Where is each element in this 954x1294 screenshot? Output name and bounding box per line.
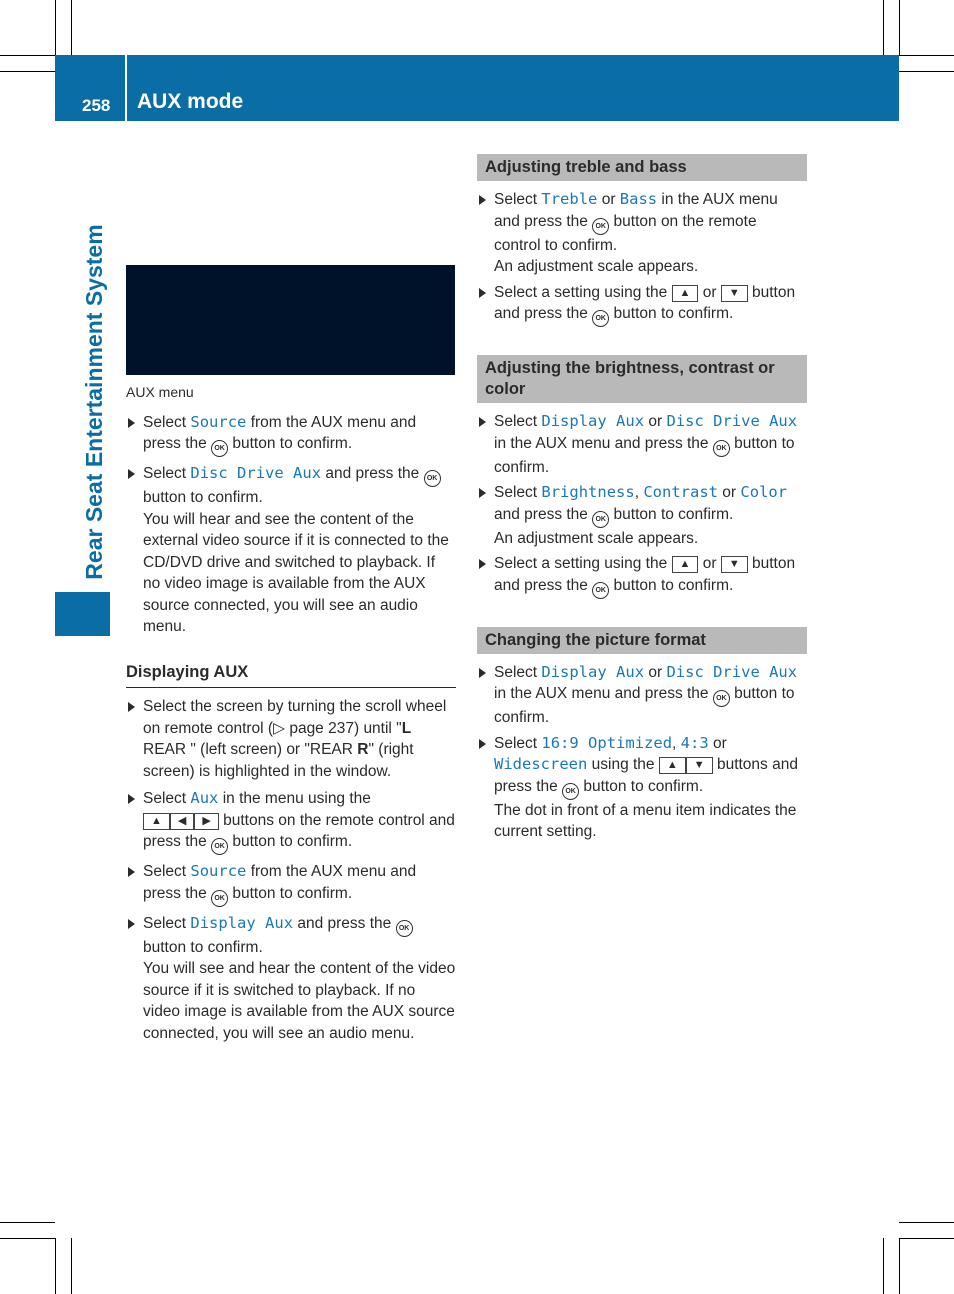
ok-button-icon: OK	[562, 783, 579, 800]
step-select-aux: Select Aux in the menu using the ▲ ◀ ▶ buttons on the remote control and press the OK button to confirm.	[126, 788, 456, 855]
menu-term: Disc Drive Aux	[666, 412, 798, 430]
step-note: An adjustment scale appears.	[494, 529, 699, 547]
section-heading-picture-format: Changing the picture format	[477, 627, 807, 654]
menu-term: Color	[740, 483, 788, 501]
sidebar-title-text: Rear Seat Entertainment System	[81, 224, 107, 580]
menu-term: Source	[190, 412, 247, 431]
aux-menu-screenshot	[126, 265, 455, 375]
step-select-screen: Select the screen by turning the scroll wheel on remote control (▷ page 237) until "L REAR " (left screen) or "REAR R" (right screen) is highlighted in the window.	[126, 696, 456, 782]
down-arrow-icon: ▼	[721, 285, 748, 302]
crop-mark	[55, 1238, 56, 1294]
menu-term: Display Aux	[541, 662, 645, 681]
right-column	[477, 154, 807, 846]
step-select-source: Select Source from the AUX menu and press the OK button to confirm.	[126, 861, 456, 907]
right-arrow-icon: ▶	[194, 813, 218, 830]
step-select-display-aux: Select Display Aux and press the OK button to confirm. You will see and hear the content of the video source if it is switched to playback. If no video image is available from the AUX source connected, you will see an audio menu.	[126, 913, 456, 1045]
up-arrow-icon: ▲	[672, 556, 699, 573]
crop-mark	[899, 71, 954, 72]
up-arrow-icon: ▲	[143, 813, 170, 830]
crop-mark	[899, 1222, 954, 1223]
step-select-brightness: Select Brightness, Contrast or Color and press the OK button to confirm. An adjustment scale appears.	[477, 482, 807, 549]
down-arrow-icon: ▼	[721, 556, 748, 573]
step-select-setting: Select a setting using the ▲ or ▼ button and press the OK button to confirm.	[477, 282, 807, 328]
menu-term: Widescreen	[494, 755, 588, 773]
menu-term: Aux	[190, 789, 219, 807]
step-select-source: Select Source from the AUX menu and press the OK button to confirm.	[126, 412, 456, 458]
crop-mark	[71, 1238, 72, 1294]
menu-term: Source	[190, 862, 247, 880]
crop-mark	[71, 0, 72, 55]
ok-button-icon: OK	[713, 690, 730, 707]
step-select-format: Select 16:9 Optimized, 4:3 or Widescreen using the ▲ ▼ buttons and press the OK button to confirm. The dot in front of a menu item indicates the current setting.	[477, 733, 807, 843]
menu-term: Disc Drive Aux	[190, 464, 322, 482]
step-note: You will see and hear the content of the video source if it is switched to playback. If no video image is available from the AUX source connected, you will see an audio menu.	[143, 960, 456, 1042]
crop-mark	[0, 55, 55, 56]
page-title: AUX mode	[137, 90, 244, 113]
step-note: The dot in front of a menu item indicates the current setting.	[494, 801, 797, 840]
menu-term: Display Aux	[541, 412, 645, 430]
crop-mark	[899, 1238, 900, 1294]
header-divider	[125, 55, 127, 121]
ok-button-icon: OK	[592, 310, 609, 327]
menu-term: Brightness	[541, 483, 635, 501]
crop-mark	[883, 1238, 884, 1294]
section-heading-displaying-aux: Displaying AUX	[126, 662, 456, 689]
ok-button-icon: OK	[424, 470, 441, 487]
left-column	[126, 265, 456, 1047]
menu-term: Display Aux	[190, 913, 294, 932]
ok-button-icon: OK	[592, 218, 609, 235]
up-arrow-icon: ▲	[672, 285, 699, 302]
menu-term: 16:9 Optimized	[541, 733, 673, 752]
section-tab-marker	[55, 592, 110, 636]
ok-button-icon: OK	[396, 920, 413, 937]
crop-mark	[899, 55, 954, 56]
menu-term: Contrast	[643, 483, 718, 501]
step-select-display-source: Select Display Aux or Disc Drive Aux in the AUX menu and press the OK button to confirm.	[477, 411, 807, 478]
ok-button-icon: OK	[211, 440, 228, 457]
crop-mark	[0, 1222, 55, 1223]
crop-mark	[55, 0, 56, 55]
menu-term: Disc Drive Aux	[666, 662, 798, 681]
ok-button-icon: OK	[211, 838, 228, 855]
ok-button-icon: OK	[713, 440, 730, 457]
page-number: 258	[82, 96, 111, 115]
menu-term: Bass	[619, 190, 658, 208]
section-heading-brightness: Adjusting the brightness, contrast or color	[477, 355, 807, 403]
figure-caption: AUX menu	[126, 384, 194, 400]
step-select-setting: Select a setting using the ▲ or ▼ button and press the OK button to confirm.	[477, 553, 807, 599]
down-arrow-icon: ▼	[686, 757, 713, 774]
up-arrow-icon: ▲	[659, 757, 686, 774]
step-select-display-source: Select Display Aux or Disc Drive Aux in the AUX menu and press the OK button to confirm.	[477, 662, 807, 729]
menu-term: Treble	[541, 190, 598, 208]
step-note: You will hear and see the content of the external video source if it is connected to the CD/DVD drive and switched to playback. If no video image is available from the AUX source connected, you will see an audio menu.	[143, 510, 449, 635]
menu-term: 4:3	[680, 733, 709, 752]
ok-button-icon: OK	[211, 890, 228, 907]
crop-mark	[899, 1238, 954, 1239]
ok-button-icon: OK	[592, 511, 609, 528]
step-select-disc-drive-aux: Select Disc Drive Aux and press the OK button to confirm. You will hear and see the content of the external video source if it is connected to the CD/DVD drive and switched to playback. If no video image is available from the AUX source connected, you will see an audio menu.	[126, 463, 456, 638]
crop-mark	[883, 0, 884, 55]
step-select-treble-bass: Select Treble or Bass in the AUX menu and press the OK button on the remote control to confirm. An adjustment scale appears.	[477, 189, 807, 278]
page-ref-arrow-icon: ▷	[273, 719, 286, 737]
left-arrow-icon: ◀	[170, 813, 194, 830]
ok-button-icon: OK	[592, 582, 609, 599]
crop-mark	[899, 0, 900, 55]
crop-mark	[0, 71, 55, 72]
section-heading-treble-bass: Adjusting treble and bass	[477, 154, 807, 181]
step-note: An adjustment scale appears.	[494, 258, 699, 275]
crop-mark	[0, 1238, 55, 1239]
page-header	[55, 55, 899, 121]
